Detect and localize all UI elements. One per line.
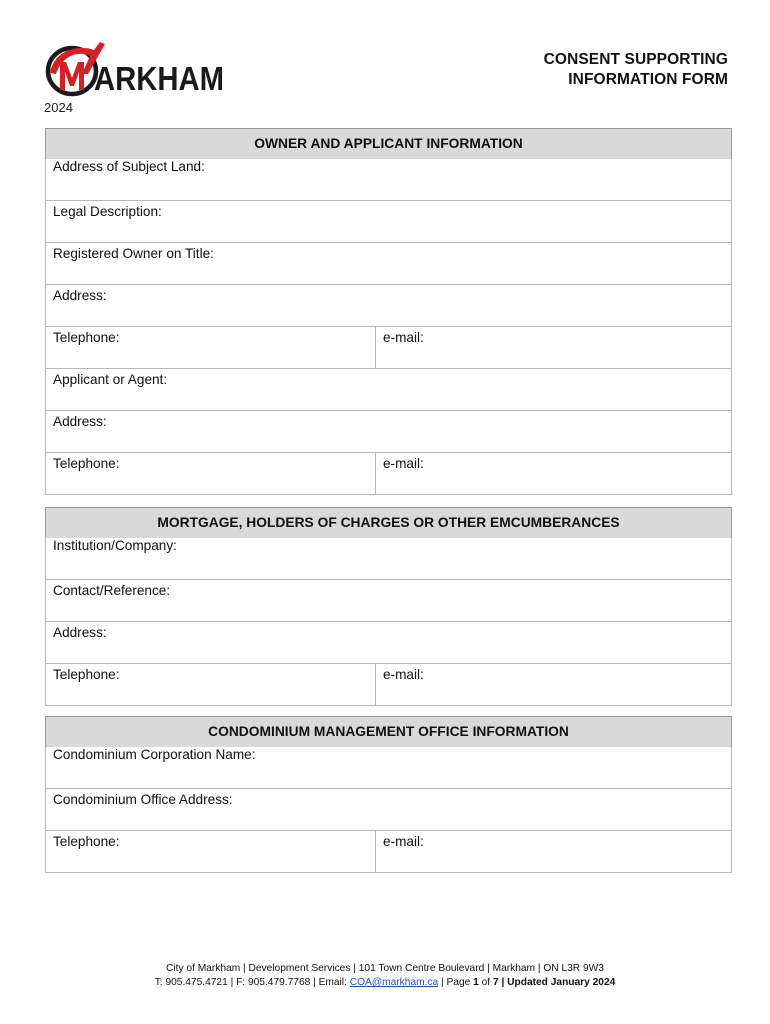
- condominium-section: [45, 716, 732, 873]
- condominium-heading: CONDOMINIUM MANAGEMENT OFFICE INFORMATION: [46, 717, 732, 747]
- contact-reference-label: Contact/Reference:: [53, 583, 171, 598]
- owner-email-label: e-mail:: [383, 330, 424, 345]
- condo-telephone-field[interactable]: [46, 831, 376, 873]
- mortgage-address-field[interactable]: [46, 622, 732, 664]
- address-subject-land-field[interactable]: [46, 159, 732, 201]
- contact-reference-field[interactable]: [46, 580, 732, 622]
- condo-telephone-label: Telephone:: [53, 834, 120, 849]
- applicant-email-label: e-mail:: [383, 456, 424, 471]
- form-year: 2024: [44, 100, 73, 115]
- owner-applicant-section: [45, 128, 732, 495]
- condo-corp-name-label: Condominium Corporation Name:: [53, 746, 256, 762]
- mortgage-address-label: Address:: [53, 625, 107, 640]
- footer-page-word: | Page: [438, 977, 474, 988]
- institution-field[interactable]: [46, 538, 732, 580]
- mortgage-telephone-label: Telephone:: [53, 667, 120, 682]
- owner-email-field[interactable]: [376, 327, 732, 369]
- condo-office-address-label: Condominium Office Address:: [53, 792, 233, 807]
- applicant-telephone-field[interactable]: [46, 453, 376, 495]
- mortgage-heading: MORTGAGE, HOLDERS OF CHARGES OR OTHER EMCUMBERANCES: [46, 508, 732, 538]
- applicant-agent-field[interactable]: [46, 369, 732, 411]
- applicant-email-field[interactable]: [376, 453, 732, 495]
- footer-updated: | Updated January 2024: [498, 977, 616, 988]
- mortgage-email-field[interactable]: [376, 664, 732, 706]
- condo-corp-name-field[interactable]: [46, 747, 732, 789]
- condo-office-address-field[interactable]: [46, 789, 732, 831]
- logo-wordmark: ARKHAM: [94, 60, 224, 97]
- footer-address-line: City of Markham | Development Services | 101 Town Centre Boulevard | Markham | ON L3R 9W3: [166, 963, 604, 974]
- markham-logo: [44, 40, 230, 100]
- owner-telephone-field[interactable]: [46, 327, 376, 369]
- mortgage-section: [45, 507, 732, 706]
- registered-owner-label: Registered Owner on Title:: [53, 246, 214, 261]
- condo-email-field[interactable]: [376, 831, 732, 873]
- footer-email-link[interactable]: COA@markham.ca: [349, 977, 439, 988]
- page-footer: [0, 962, 770, 990]
- condo-email-label: e-mail:: [383, 834, 424, 849]
- legal-description-label: Legal Description:: [53, 204, 162, 219]
- address-subject-land-label: Address of Subject Land:: [53, 158, 205, 174]
- footer-page-current: 1: [473, 977, 479, 988]
- applicant-agent-label: Applicant or Agent:: [53, 372, 168, 387]
- mortgage-telephone-field[interactable]: [46, 664, 376, 706]
- applicant-telephone-label: Telephone:: [53, 456, 120, 471]
- footer-contact-line: [0, 976, 770, 990]
- footer-page-of: of: [478, 977, 493, 988]
- owner-address-label: Address:: [53, 288, 107, 303]
- applicant-address-field[interactable]: [46, 411, 732, 453]
- legal-description-field[interactable]: [46, 201, 732, 243]
- footer-phone-fax: T: 905.475.4721 | F: 905.479.7768 | Email:: [154, 977, 350, 988]
- institution-label: Institution/Company:: [53, 537, 177, 553]
- owner-telephone-label: Telephone:: [53, 330, 120, 345]
- form-title-line1: CONSENT SUPPORTING: [543, 51, 728, 68]
- form-title-line2: INFORMATION FORM: [568, 71, 728, 88]
- owner-applicant-heading: OWNER AND APPLICANT INFORMATION: [46, 129, 732, 159]
- registered-owner-field[interactable]: [46, 243, 732, 285]
- footer-page-total: 7: [492, 977, 499, 988]
- form-title: [544, 50, 728, 90]
- owner-address-field[interactable]: [46, 285, 732, 327]
- applicant-address-label: Address:: [53, 414, 107, 429]
- mortgage-email-label: e-mail:: [383, 667, 424, 682]
